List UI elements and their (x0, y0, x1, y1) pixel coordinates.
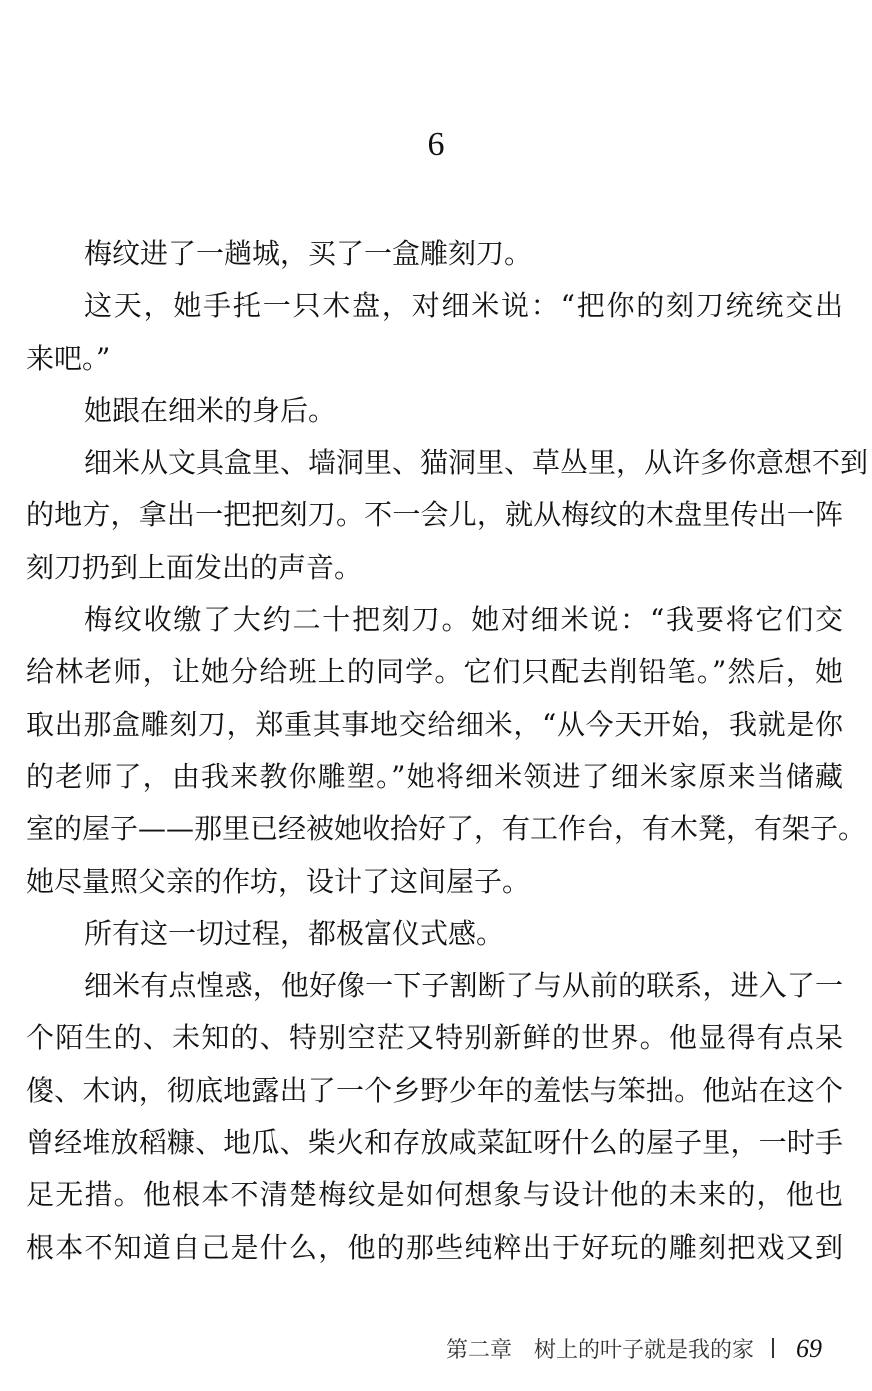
text-line: 梅纹收缴了大约二十把刻刀。她对细米说：“我要将它们交 (84, 603, 843, 637)
text-line: 所有这一切过程，都极富仪式感。 (84, 916, 505, 950)
text-line: 取出那盒雕刻刀，郑重其事地交给细米，“从今天开始，我就是你 (26, 707, 843, 741)
paragraph (26, 960, 843, 1274)
text-line: 的地方，拿出一把把刻刀。不一会儿，就从梅纹的木盘里传出一阵 (26, 498, 843, 532)
text-line: 曾经堆放稻糠、地瓜、柴火和存放咸菜缸呀什么的屋子里，一时手 (26, 1126, 843, 1160)
text-line: 的老师了，由我来教你雕塑。”她将细米领进了细米家原来当储藏 (26, 759, 843, 793)
paragraph (26, 228, 843, 280)
text-line: 给林老师，让她分给班上的同学。它们只配去削铅笔。”然后，她 (26, 655, 843, 689)
text-line: 这天，她手托一只木盘，对细米说：“把你的刻刀统统交出 (84, 289, 843, 323)
paragraph (26, 385, 843, 437)
page-number: 69 (796, 1334, 823, 1363)
text-line: 室的屋子——那里已经被她收拾好了，有工作台，有木凳，有架子。 (26, 812, 867, 846)
paragraph (26, 437, 869, 594)
text-line: 梅纹进了一趟城，买了一盒雕刻刀。 (84, 237, 533, 270)
text-line: 足无措。他根本不清楚梅纹是如何想象与设计他的未来的，他也 (26, 1178, 843, 1212)
text-line: 根本不知道自己是什么，他的那些纯粹出于好玩的雕刻把戏又到 (26, 1230, 843, 1264)
text-line: 来吧。” (26, 341, 111, 375)
text-line: 细米从文具盒里、墙洞里、猫洞里、草丛里，从许多你意想不到 (84, 446, 869, 480)
paragraph (26, 594, 867, 908)
chapter-title: 第二章 树上的叶子就是我的家 (446, 1338, 755, 1363)
text-line: 傻、木讷，彻底地露出了一个乡野少年的羞怯与笨拙。他站在这个 (26, 1073, 843, 1107)
text-line: 她跟在细米的身后。 (84, 393, 337, 427)
text-line: 个陌生的、未知的、特别空茫又特别新鲜的世界。他显得有点呆 (26, 1021, 843, 1055)
text-line: 她尽量照父亲的作坊，设计了这间屋子。 (26, 864, 531, 898)
text-line: 刻刀扔到上面发出的声音。 (26, 550, 363, 584)
section-number: 6 (427, 126, 445, 163)
body-text (26, 228, 869, 1274)
paragraph (26, 280, 843, 385)
running-footer (446, 1333, 822, 1364)
footer-divider (772, 1338, 774, 1358)
paragraph (26, 908, 843, 960)
text-line: 细米有点惶惑，他好像一下子割断了与从前的联系，进入了一 (84, 969, 843, 1003)
